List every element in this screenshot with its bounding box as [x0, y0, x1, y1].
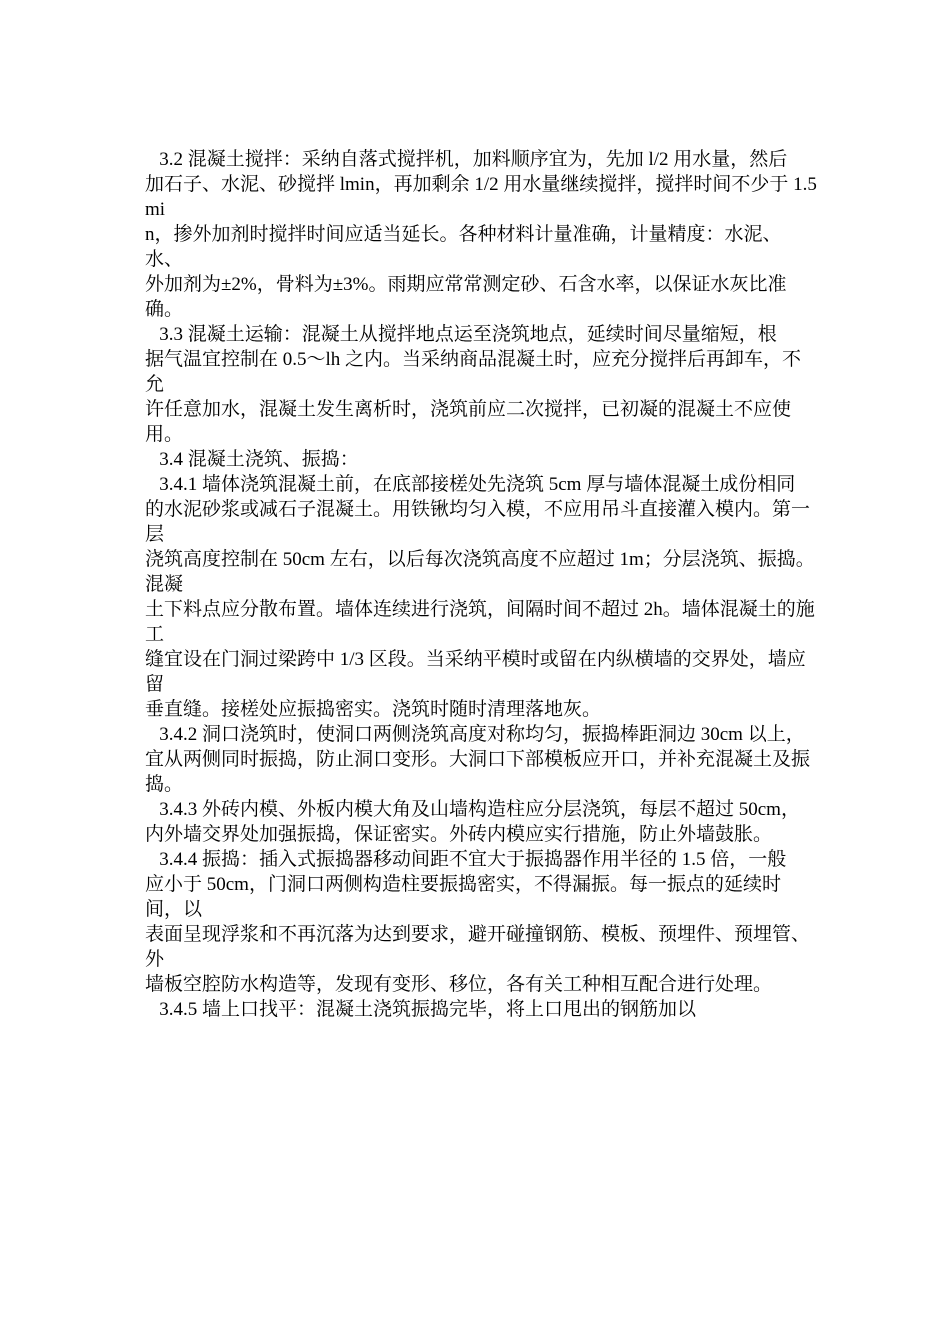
text-line: 3.4.1 墙体浇筑混凝土前，在底部接槎处先浇筑 5cm 厚与墙体混凝土成份相同 — [145, 474, 796, 495]
text-line: 墙板空腔防水构造等，发现有变形、移位，各有关工种相互配合进行处理。 — [145, 974, 773, 995]
text-line: 浇筑高度控制在 50cm 左右，以后每次浇筑高度不应超过 1m；分层浇筑、振捣。混凝 — [145, 549, 815, 595]
text-line: 的水泥砂浆或减石子混凝土。用铁锹均匀入模，不应用吊斗直接灌入模内。第一层 — [145, 499, 811, 545]
text-line: 3.4 混凝土浇筑、振捣： — [145, 449, 359, 470]
text-line: 据气温宜控制在 0.5～lh 之内。当采纳商品混凝土时，应充分搅拌后再卸车，不允 — [145, 349, 802, 395]
text-line: 表面呈现浮浆和不再沉落为达到要求，避开碰撞钢筋、模板、预埋件、预埋管、外 — [145, 924, 811, 970]
document-body — [145, 147, 817, 1022]
text-line: 垂直缝。接槎处应振捣密实。浇筑时随时清理落地灰。 — [145, 699, 602, 720]
text-line: 3.4.4 振捣：插入式振捣器移动间距不宜大于振捣器作用半径的 1.5 倍，一般 — [145, 849, 787, 870]
text-line: 3.3 混凝土运输：混凝土从搅拌地点运至浇筑地点，延续时间尽量缩短，根 — [145, 324, 777, 345]
text-line: 内外墙交界处加强振捣，保证密实。外砖内模应实行措施，防止外墙鼓胀。 — [145, 824, 773, 845]
text-line: 土下料点应分散布置。墙体连续进行浇筑，间隔时间不超过 2h。墙体混凝土的施工 — [145, 599, 815, 645]
text-line: 3.4.3 外砖内模、外板内模大角及山墙构造柱应分层浇筑，每层不超过 50cm， — [145, 799, 800, 820]
text-line: 许任意加水，混凝土发生离析时，浇筑前应二次搅拌，已初凝的混凝土不应使用。 — [145, 399, 792, 445]
text-line: 外加剂为±2%，骨料为±3%。雨期应常常测定砂、石含水率，以保证水灰比准确。 — [145, 274, 787, 320]
text-line: 3.2 混凝土搅拌：采纳自落式搅拌机，加料顺序宜为，先加 l/2 用水量，然后 — [145, 149, 788, 170]
text-line: 3.4.2 洞口浇筑时，使洞口两侧浇筑高度对称均匀，振捣棒距洞边 30cm 以上， — [145, 724, 805, 745]
text-line: 加石子、水泥、砂搅拌 lmin，再加剩余 1/2 用水量继续搅拌，搅拌时间不少于 1.5mi — [145, 174, 817, 220]
text-line: 缝宜设在门洞过梁跨中 1/3 区段。当采纳平模时或留在内纵横墙的交界处，墙应留 — [145, 649, 806, 695]
text-line: 宜从两侧同时振捣，防止洞口变形。大洞口下部模板应开口，并补充混凝土及振捣。 — [145, 749, 811, 795]
text-line: 3.4.5 墙上口找平：混凝土浇筑振捣完毕，将上口甩出的钢筋加以 — [145, 999, 697, 1020]
text-line: 应小于 50cm，门洞口两侧构造柱要振捣密实，不得漏振。每一振点的延续时间，以 — [145, 874, 781, 920]
text-line: n，掺外加剂时搅拌时间应适当延长。各种材料计量准确，计量精度：水泥、水、 — [145, 224, 782, 270]
